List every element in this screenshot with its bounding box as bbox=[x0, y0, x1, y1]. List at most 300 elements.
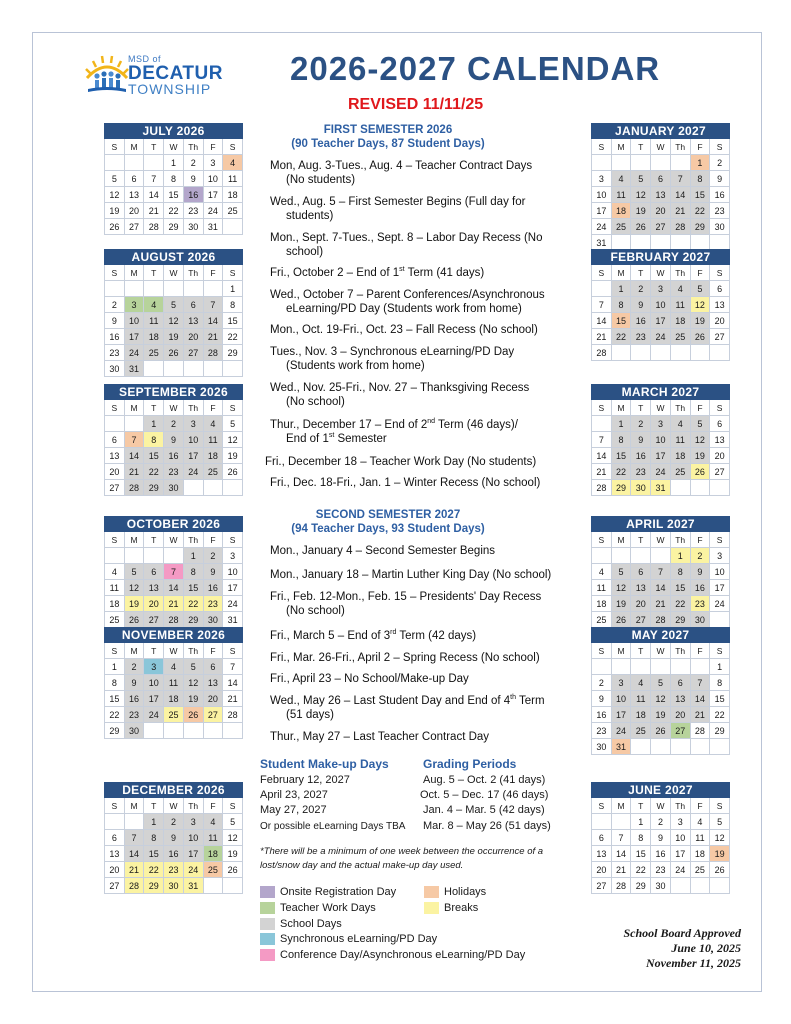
calendar-day: 2 bbox=[691, 548, 711, 564]
calendar-day: 22 bbox=[223, 329, 243, 345]
calendar-day: 28 bbox=[204, 345, 224, 361]
calendar-day: 22 bbox=[671, 596, 691, 612]
weekday-label: M bbox=[125, 265, 145, 281]
weekday-label: T bbox=[144, 265, 164, 281]
calendar-day: 29 bbox=[671, 612, 691, 628]
calendar-day: 1 bbox=[164, 155, 184, 171]
month-title: DECEMBER 2026 bbox=[104, 782, 243, 798]
calendar-day: 12 bbox=[184, 675, 204, 691]
calendar-day: 16 bbox=[631, 313, 651, 329]
calendar-empty-cell bbox=[223, 361, 243, 377]
calendar-day: 19 bbox=[612, 596, 632, 612]
calendar-day: 13 bbox=[144, 580, 164, 596]
calendar-day: 17 bbox=[144, 691, 164, 707]
event-item: Mon, Aug. 3-Tues., Aug. 4 – Teacher Contract Days (No students) bbox=[270, 160, 533, 186]
calendar-day: 7 bbox=[204, 297, 224, 313]
calendar-day: 21 bbox=[125, 464, 145, 480]
weekday-label: T bbox=[631, 400, 651, 416]
calendar-day: 6 bbox=[592, 830, 612, 846]
makeup-day: April 23, 2027 bbox=[260, 789, 328, 801]
calendar-day: 2 bbox=[710, 155, 730, 171]
calendar-day: 14 bbox=[125, 448, 145, 464]
calendar-june-2027 bbox=[591, 782, 730, 894]
calendar-day: 23 bbox=[691, 596, 711, 612]
event-item: Tues., Nov. 3 – Synchronous eLearning/PD Day (Students work from home) bbox=[270, 346, 515, 372]
calendar-day: 15 bbox=[105, 691, 125, 707]
calendar-empty-cell bbox=[612, 155, 632, 171]
calendar-day: 19 bbox=[691, 313, 711, 329]
weekday-label: F bbox=[691, 139, 711, 155]
calendar-day: 17 bbox=[671, 846, 691, 862]
calendar-day: 23 bbox=[651, 862, 671, 878]
legend-break: Breaks bbox=[424, 902, 478, 914]
calendar-day: 17 bbox=[651, 313, 671, 329]
legend-workday: Teacher Work Days bbox=[260, 902, 376, 914]
page-title: 2026-2027 CALENDAR bbox=[290, 50, 661, 87]
calendar-day: 13 bbox=[710, 297, 730, 313]
calendar-may-2027 bbox=[591, 627, 730, 755]
grading-period: Oct. 5 – Dec. 17 (46 days) bbox=[420, 789, 549, 801]
event-item: Fri., March 5 – End of 3rd Term (42 days) bbox=[270, 629, 477, 642]
calendar-day: 13 bbox=[125, 187, 145, 203]
calendar-empty-cell bbox=[592, 155, 612, 171]
weekday-label: S bbox=[105, 532, 125, 548]
calendar-day: 18 bbox=[144, 329, 164, 345]
weekday-label: F bbox=[204, 265, 224, 281]
calendar-day: 27 bbox=[105, 878, 125, 894]
weekday-label: S bbox=[710, 798, 730, 814]
calendar-day: 9 bbox=[105, 313, 125, 329]
approval-line: November 11, 2025 bbox=[646, 956, 741, 970]
legend-sync: Synchronous eLearning/PD Day bbox=[260, 933, 437, 945]
calendar-day: 24 bbox=[223, 596, 243, 612]
weekday-label: T bbox=[144, 798, 164, 814]
calendar-day: 30 bbox=[164, 480, 184, 496]
calendar-day: 21 bbox=[164, 596, 184, 612]
calendar-day: 14 bbox=[651, 580, 671, 596]
calendar-day: 29 bbox=[144, 480, 164, 496]
calendar-day: 20 bbox=[184, 329, 204, 345]
calendar-empty-cell bbox=[592, 281, 612, 297]
calendar-day: 10 bbox=[184, 432, 204, 448]
calendar-day: 29 bbox=[612, 480, 632, 496]
calendar-day: 10 bbox=[223, 564, 243, 580]
calendar-day: 29 bbox=[164, 219, 184, 235]
grading-periods-heading: Grading Periods bbox=[423, 757, 517, 771]
calendar-day: 10 bbox=[651, 432, 671, 448]
calendar-day: 30 bbox=[184, 219, 204, 235]
weekday-label: M bbox=[125, 139, 145, 155]
calendar-day: 23 bbox=[631, 329, 651, 345]
weekday-label: S bbox=[105, 265, 125, 281]
weekday-label: W bbox=[164, 798, 184, 814]
calendar-day: 7 bbox=[164, 564, 184, 580]
calendar-day: 16 bbox=[164, 448, 184, 464]
calendar-day: 28 bbox=[592, 345, 612, 361]
calendar-day: 30 bbox=[125, 723, 145, 739]
weekday-label: S bbox=[223, 265, 243, 281]
calendar-day: 9 bbox=[125, 675, 145, 691]
calendar-day: 13 bbox=[651, 187, 671, 203]
calendar-day: 26 bbox=[631, 219, 651, 235]
legend-swatch bbox=[260, 918, 275, 930]
weekday-label: S bbox=[105, 643, 125, 659]
calendar-day: 6 bbox=[710, 416, 730, 432]
calendar-day: 23 bbox=[592, 723, 612, 739]
calendar-day: 18 bbox=[105, 596, 125, 612]
calendar-day: 10 bbox=[592, 187, 612, 203]
calendar-day: 27 bbox=[184, 345, 204, 361]
calendar-empty-cell bbox=[125, 814, 145, 830]
weekday-label: W bbox=[651, 265, 671, 281]
calendar-empty-cell bbox=[631, 659, 651, 675]
calendar-empty-cell bbox=[105, 155, 125, 171]
weekday-label: T bbox=[631, 265, 651, 281]
weekday-label: Th bbox=[184, 139, 204, 155]
weekday-label: T bbox=[631, 532, 651, 548]
calendar-day: 26 bbox=[651, 723, 671, 739]
calendar-day: 4 bbox=[691, 814, 711, 830]
calendar-day: 29 bbox=[184, 612, 204, 628]
weekday-label: Th bbox=[671, 400, 691, 416]
calendar-day: 19 bbox=[691, 448, 711, 464]
grading-period: Jan. 4 – Mar. 5 (42 days) bbox=[423, 804, 545, 816]
calendar-day: 12 bbox=[164, 313, 184, 329]
calendar-empty-cell bbox=[164, 723, 184, 739]
calendar-day: 3 bbox=[184, 416, 204, 432]
calendar-day: 14 bbox=[612, 846, 632, 862]
calendar-day: 14 bbox=[671, 187, 691, 203]
calendar-day: 1 bbox=[144, 416, 164, 432]
calendar-day: 11 bbox=[223, 171, 243, 187]
calendar-day: 20 bbox=[105, 862, 125, 878]
month-title: JUNE 2027 bbox=[591, 782, 730, 798]
first-semester-title: FIRST SEMESTER 2026 bbox=[323, 124, 453, 136]
calendar-day: 24 bbox=[710, 596, 730, 612]
weekday-label: Th bbox=[671, 798, 691, 814]
calendar-day: 23 bbox=[164, 862, 184, 878]
calendar-day: 19 bbox=[164, 329, 184, 345]
calendar-day: 7 bbox=[592, 432, 612, 448]
calendar-day: 18 bbox=[631, 707, 651, 723]
calendar-day: 6 bbox=[671, 675, 691, 691]
calendar-day: 2 bbox=[631, 416, 651, 432]
calendar-day: 11 bbox=[612, 187, 632, 203]
revised-date: REVISED 11/11/25 bbox=[348, 96, 484, 113]
month-title: APRIL 2027 bbox=[591, 516, 730, 532]
calendar-day: 17 bbox=[204, 187, 224, 203]
event-item: Wed., May 26 – Last Student Day and End of 4th Term (51 days) bbox=[270, 694, 545, 721]
makeup-day: May 27, 2027 bbox=[260, 804, 327, 816]
calendar-day: 18 bbox=[671, 448, 691, 464]
calendar-empty-cell bbox=[631, 548, 651, 564]
calendar-day: 12 bbox=[125, 580, 145, 596]
calendar-day: 21 bbox=[204, 329, 224, 345]
calendar-day: 3 bbox=[671, 814, 691, 830]
calendar-day: 4 bbox=[592, 564, 612, 580]
weekday-label: F bbox=[691, 265, 711, 281]
calendar-day: 1 bbox=[691, 155, 711, 171]
calendar-day: 19 bbox=[184, 691, 204, 707]
calendar-day: 23 bbox=[105, 345, 125, 361]
calendar-day: 27 bbox=[125, 219, 145, 235]
calendar-day: 19 bbox=[710, 846, 730, 862]
calendar-day: 1 bbox=[144, 814, 164, 830]
calendar-empty-cell bbox=[612, 345, 632, 361]
calendar-empty-cell bbox=[710, 480, 730, 496]
calendar-day: 12 bbox=[710, 830, 730, 846]
calendar-day: 10 bbox=[671, 830, 691, 846]
calendar-empty-cell bbox=[671, 480, 691, 496]
calendar-day: 9 bbox=[631, 432, 651, 448]
calendar-day: 13 bbox=[592, 846, 612, 862]
calendar-day: 7 bbox=[612, 830, 632, 846]
weekday-label: Th bbox=[184, 798, 204, 814]
weekday-label: S bbox=[223, 532, 243, 548]
calendar-day: 2 bbox=[105, 297, 125, 313]
calendar-day: 28 bbox=[592, 480, 612, 496]
calendar-day: 1 bbox=[223, 281, 243, 297]
calendar-empty-cell bbox=[204, 723, 224, 739]
calendar-day: 6 bbox=[105, 432, 125, 448]
calendar-day: 4 bbox=[204, 814, 224, 830]
calendar-february-2027 bbox=[591, 249, 730, 361]
calendar-day: 8 bbox=[105, 675, 125, 691]
calendar-day: 13 bbox=[184, 313, 204, 329]
calendar-empty-cell bbox=[223, 219, 243, 235]
weekday-label: S bbox=[592, 532, 612, 548]
calendar-day: 10 bbox=[125, 313, 145, 329]
calendar-day: 25 bbox=[105, 612, 125, 628]
legend-swatch bbox=[260, 933, 275, 945]
calendar-day: 15 bbox=[144, 846, 164, 862]
event-item: Wed., October 7 – Parent Conferences/Asynchronous eLearning/PD Day (Students work from home) bbox=[270, 289, 545, 315]
calendar-day: 14 bbox=[691, 691, 711, 707]
weekday-label: F bbox=[204, 798, 224, 814]
calendar-day: 6 bbox=[184, 297, 204, 313]
event-item: Fri., April 23 – No School/Make-up Day bbox=[270, 673, 469, 685]
calendar-day: 5 bbox=[612, 564, 632, 580]
calendar-empty-cell bbox=[631, 345, 651, 361]
calendar-day: 18 bbox=[592, 596, 612, 612]
calendar-day: 6 bbox=[710, 281, 730, 297]
calendar-day: 25 bbox=[144, 345, 164, 361]
month-grid bbox=[104, 532, 243, 628]
month-title: OCTOBER 2026 bbox=[104, 516, 243, 532]
calendar-day: 7 bbox=[144, 171, 164, 187]
calendar-day: 10 bbox=[651, 297, 671, 313]
weekday-label: S bbox=[223, 643, 243, 659]
calendar-day: 24 bbox=[144, 707, 164, 723]
calendar-day: 4 bbox=[223, 155, 243, 171]
second-semester-heading bbox=[262, 508, 514, 536]
calendar-day: 26 bbox=[223, 862, 243, 878]
calendar-day: 13 bbox=[105, 448, 125, 464]
calendar-empty-cell bbox=[164, 361, 184, 377]
weekday-label: T bbox=[144, 643, 164, 659]
logo-msd: MSD of bbox=[128, 54, 162, 64]
weekday-label: S bbox=[710, 532, 730, 548]
calendar-day: 2 bbox=[651, 814, 671, 830]
calendar-day: 4 bbox=[631, 675, 651, 691]
calendar-day: 9 bbox=[631, 297, 651, 313]
calendar-empty-cell bbox=[184, 480, 204, 496]
calendar-day: 3 bbox=[651, 281, 671, 297]
calendar-day: 30 bbox=[691, 612, 711, 628]
calendar-day: 16 bbox=[592, 707, 612, 723]
calendar-day: 30 bbox=[105, 361, 125, 377]
weekday-label: F bbox=[204, 532, 224, 548]
calendar-november-2026 bbox=[104, 627, 243, 739]
calendar-day: 27 bbox=[671, 723, 691, 739]
calendar-day: 15 bbox=[691, 187, 711, 203]
calendar-day: 26 bbox=[612, 612, 632, 628]
weekday-label: W bbox=[651, 643, 671, 659]
calendar-day: 5 bbox=[223, 416, 243, 432]
calendar-day: 7 bbox=[671, 171, 691, 187]
calendar-day: 5 bbox=[105, 171, 125, 187]
calendar-day: 20 bbox=[144, 596, 164, 612]
month-grid bbox=[104, 139, 243, 235]
calendar-day: 15 bbox=[631, 846, 651, 862]
legend-swatch bbox=[424, 886, 439, 898]
calendar-day: 28 bbox=[612, 878, 632, 894]
calendar-empty-cell bbox=[204, 878, 224, 894]
calendar-day: 26 bbox=[710, 862, 730, 878]
calendar-day: 30 bbox=[164, 878, 184, 894]
calendar-day: 21 bbox=[671, 203, 691, 219]
weekday-label: W bbox=[651, 139, 671, 155]
calendar-day: 23 bbox=[164, 464, 184, 480]
calendar-empty-cell bbox=[105, 814, 125, 830]
calendar-day: 15 bbox=[612, 313, 632, 329]
calendar-day: 10 bbox=[144, 675, 164, 691]
calendar-day: 26 bbox=[691, 464, 711, 480]
calendar-day: 7 bbox=[592, 297, 612, 313]
calendar-day: 28 bbox=[144, 219, 164, 235]
calendar-empty-cell bbox=[691, 345, 711, 361]
weekday-label: Th bbox=[671, 265, 691, 281]
calendar-day: 4 bbox=[671, 416, 691, 432]
weekday-label: F bbox=[204, 400, 224, 416]
weekday-label: T bbox=[144, 139, 164, 155]
weekday-label: M bbox=[125, 532, 145, 548]
calendar-empty-cell bbox=[125, 416, 145, 432]
calendar-day: 26 bbox=[691, 329, 711, 345]
calendar-day: 8 bbox=[164, 171, 184, 187]
calendar-empty-cell bbox=[651, 155, 671, 171]
second-semester-title: SECOND SEMESTER 2027 bbox=[315, 509, 461, 521]
calendar-empty-cell bbox=[184, 361, 204, 377]
calendar-day: 11 bbox=[592, 580, 612, 596]
calendar-empty-cell bbox=[671, 878, 691, 894]
calendar-empty-cell bbox=[204, 480, 224, 496]
weekday-label: S bbox=[105, 798, 125, 814]
weekday-label: M bbox=[612, 532, 632, 548]
calendar-day: 21 bbox=[612, 862, 632, 878]
calendar-day: 15 bbox=[671, 580, 691, 596]
calendar-day: 26 bbox=[105, 219, 125, 235]
weekday-label: Th bbox=[184, 532, 204, 548]
calendar-day: 17 bbox=[223, 580, 243, 596]
calendar-day: 18 bbox=[691, 846, 711, 862]
calendar-day: 6 bbox=[651, 171, 671, 187]
month-grid bbox=[104, 400, 243, 496]
calendar-empty-cell bbox=[710, 739, 730, 755]
calendar-day: 29 bbox=[144, 878, 164, 894]
weekday-label: S bbox=[710, 643, 730, 659]
calendar-day: 4 bbox=[612, 171, 632, 187]
weekday-label: W bbox=[651, 400, 671, 416]
weekday-label: S bbox=[223, 798, 243, 814]
calendar-day: 11 bbox=[631, 691, 651, 707]
weekday-label: F bbox=[691, 643, 711, 659]
calendar-day: 13 bbox=[710, 432, 730, 448]
calendar-empty-cell bbox=[691, 480, 711, 496]
calendar-empty-cell bbox=[105, 281, 125, 297]
calendar-day: 3 bbox=[204, 155, 224, 171]
event-item: Mon., January 4 – Second Semester Begins bbox=[270, 545, 496, 557]
calendar-day: 27 bbox=[105, 480, 125, 496]
event-item: Mon., Oct. 19-Fri., Oct. 23 – Fall Recess (No school) bbox=[270, 324, 538, 336]
calendar-day: 29 bbox=[710, 723, 730, 739]
calendar-august-2026 bbox=[104, 249, 243, 377]
grading-period: Aug. 5 – Oct. 2 (41 days) bbox=[423, 774, 546, 786]
month-title: AUGUST 2026 bbox=[104, 249, 243, 265]
month-title: FEBRUARY 2027 bbox=[591, 249, 730, 265]
calendar-day: 9 bbox=[592, 691, 612, 707]
event-item: Mon., Sept. 7-Tues., Sept. 8 – Labor Day Recess (No school) bbox=[270, 232, 543, 258]
calendar-day: 5 bbox=[184, 659, 204, 675]
calendar-day: 27 bbox=[710, 464, 730, 480]
calendar-empty-cell bbox=[710, 878, 730, 894]
calendar-day: 31 bbox=[612, 739, 632, 755]
approval-line: June 10, 2025 bbox=[671, 941, 741, 955]
calendar-empty-cell bbox=[204, 361, 224, 377]
calendar-empty-cell bbox=[592, 548, 612, 564]
calendar-day: 11 bbox=[671, 297, 691, 313]
calendar-day: 25 bbox=[671, 329, 691, 345]
event-item: Mon., January 18 – Martin Luther King Day (No school) bbox=[270, 569, 552, 581]
calendar-day: 12 bbox=[651, 691, 671, 707]
calendar-day: 2 bbox=[184, 155, 204, 171]
month-title: SEPTEMBER 2026 bbox=[104, 384, 243, 400]
calendar-day: 22 bbox=[144, 464, 164, 480]
calendar-day: 16 bbox=[691, 580, 711, 596]
calendar-empty-cell bbox=[592, 814, 612, 830]
calendar-day: 20 bbox=[592, 862, 612, 878]
weekday-label: S bbox=[223, 139, 243, 155]
event-item: Fri., December 18 – Teacher Work Day (No students) bbox=[265, 456, 537, 468]
calendar-day: 25 bbox=[631, 723, 651, 739]
month-title: NOVEMBER 2026 bbox=[104, 627, 243, 643]
calendar-day: 24 bbox=[651, 464, 671, 480]
calendar-day: 9 bbox=[204, 564, 224, 580]
calendar-day: 13 bbox=[105, 846, 125, 862]
calendar-day: 19 bbox=[105, 203, 125, 219]
calendar-day: 22 bbox=[691, 203, 711, 219]
calendar-day: 11 bbox=[691, 830, 711, 846]
weekday-label: M bbox=[125, 798, 145, 814]
calendar-day: 27 bbox=[651, 219, 671, 235]
weekday-label: T bbox=[144, 400, 164, 416]
calendar-day: 5 bbox=[125, 564, 145, 580]
calendar-day: 18 bbox=[164, 691, 184, 707]
calendar-day: 4 bbox=[204, 416, 224, 432]
calendar-day: 27 bbox=[631, 612, 651, 628]
calendar-day: 26 bbox=[223, 464, 243, 480]
calendar-day: 7 bbox=[223, 659, 243, 675]
